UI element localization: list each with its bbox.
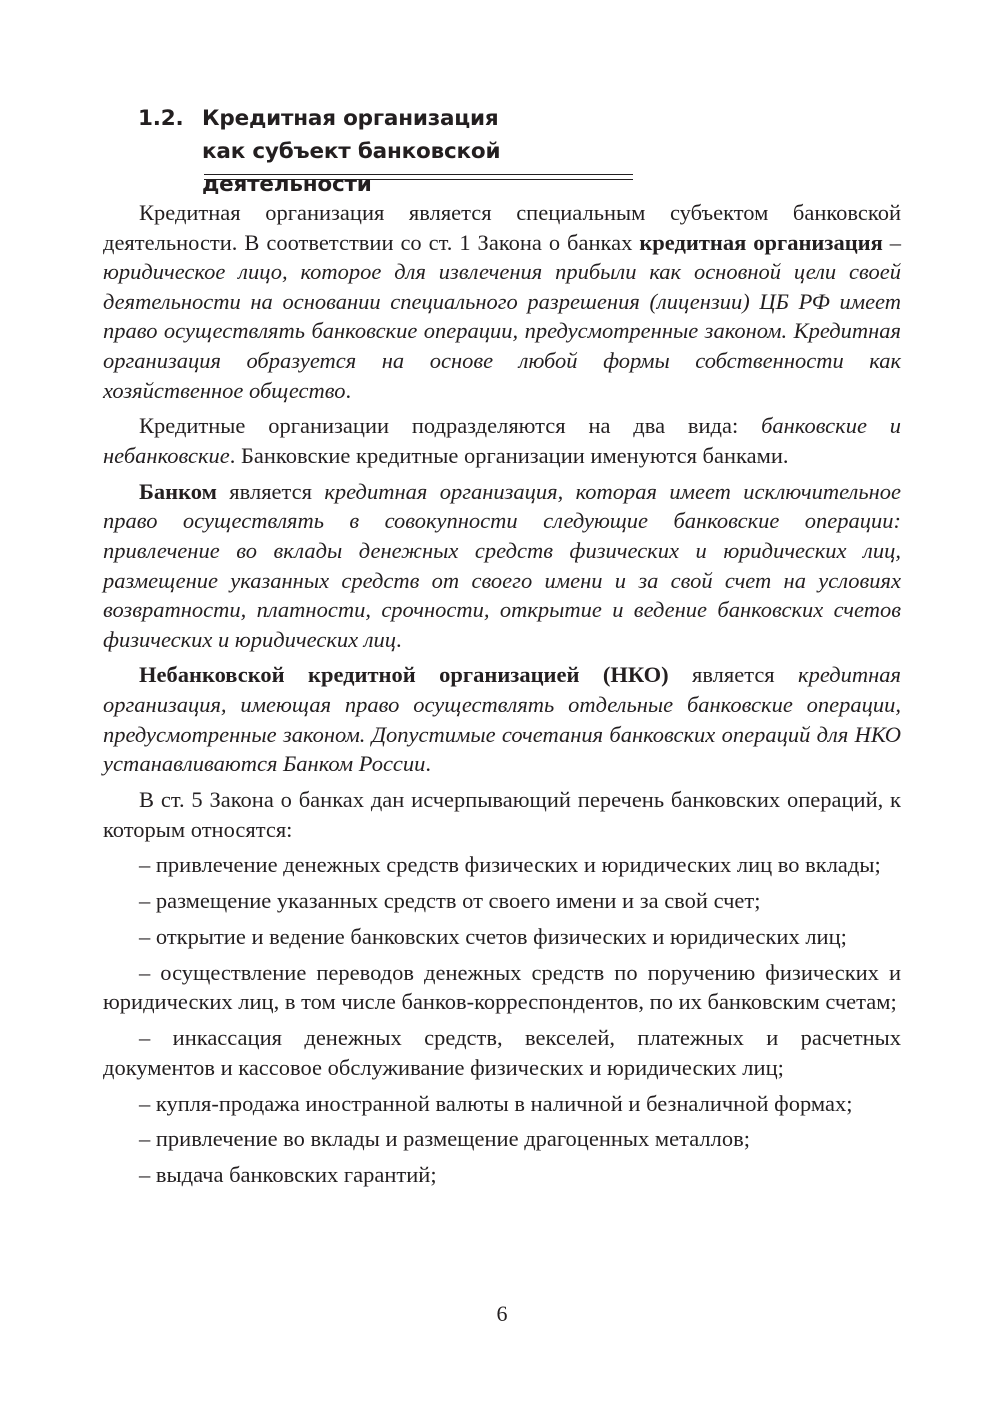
paragraph-bank — [103, 477, 901, 655]
heading-rule-bottom — [204, 179, 633, 180]
p1-definition: юридическое лицо, которое для извлечения прибыли как основной цели своей деятельности на основании специального разрешения (лицензии) ЦБ РФ имеет право осуществлять банковские операции, предусмотренные законом. Кредитная организация образуется на основе любой формы собственности как хозяйственное общество — [103, 259, 901, 403]
heading-rule-top — [204, 174, 633, 175]
p1-lead: Кредитная организация является специальным субъектом банковской деятельности. В соответствии со ст. 1 Закона о банках — [103, 200, 901, 255]
heading-line-1 — [138, 102, 658, 135]
body-text — [103, 198, 901, 1196]
p4-definition: кредитная организация, имеющая право осуществлять отдельные банковские операции, предусмотренные законом. Допустимые сочетания банковских операций для НКО устанавливаются Банком России — [103, 662, 901, 777]
section-heading — [138, 102, 658, 201]
section-title-line-1: Кредитная организация — [202, 106, 499, 131]
p2-types: банковские и небанковские — [103, 413, 901, 468]
p1-end: . — [345, 377, 352, 403]
list-item: – инкассация денежных средств, векселей, платежных и расчетных документов и кассовое обслуживание физических и юридических лиц; — [103, 1025, 901, 1080]
list-item: – размещение указанных средств от своего имени и за свой счет; — [139, 888, 761, 914]
p4-mid: является — [668, 662, 799, 688]
p3-end: . — [396, 626, 402, 652]
paragraph-types — [103, 411, 901, 470]
p2-lead: Кредитные организации подразделяются на два вида: — [139, 413, 762, 439]
paragraph-credit-organization — [103, 198, 901, 405]
p3-mid: является — [216, 478, 325, 504]
p3-definition: кредитная организация, которая имеет исключительное право осуществлять в совокупности следующие банковские операции: привлечение во вклады денежных средств физических и юридических лиц, размещение указанных средств от своего имени и за свой счет на условиях возвратности, платности, срочности, открытие и ведение банковских счетов физических и юридических лиц — [103, 478, 901, 652]
section-number: 1.2. — [138, 106, 184, 131]
p3-term: Банком — [139, 478, 217, 504]
paragraph-operations-intro: В ст. 5 Закона о банках дан исчерпывающий перечень банковских операций, к которым относятся: — [103, 787, 901, 842]
list-item: – выдача банковских гарантий; — [139, 1162, 437, 1188]
list-item: – купля-продажа иностранной валюты в наличной и безналичной формах; — [139, 1090, 853, 1116]
section-title-line-2: как субъект банковской деятельности — [202, 139, 501, 197]
p2-tail: . Банковские кредитные организации именуются банками. — [229, 442, 789, 468]
list-item: – осуществление переводов денежных средств по поручению физических и юридических лиц, в том числе банков-корреспондентов, по их банковским счетам; — [103, 959, 901, 1015]
list-item: – привлечение денежных средств физических и юридических лиц во вклады; — [139, 852, 881, 878]
p4-term: Небанковской кредитной организацией (НКО) — [139, 662, 669, 688]
list-item: – открытие и ведение банковских счетов физических и юридических лиц; — [139, 923, 847, 949]
p4-end: . — [425, 751, 432, 777]
list-item: – привлечение во вклады и размещение драгоценных металлов; — [139, 1126, 750, 1152]
p1-term: кредитная организация — [639, 229, 883, 255]
page-number: 6 — [496, 1301, 508, 1326]
paragraph-nko — [103, 660, 901, 778]
p1-dash: – — [882, 229, 902, 255]
